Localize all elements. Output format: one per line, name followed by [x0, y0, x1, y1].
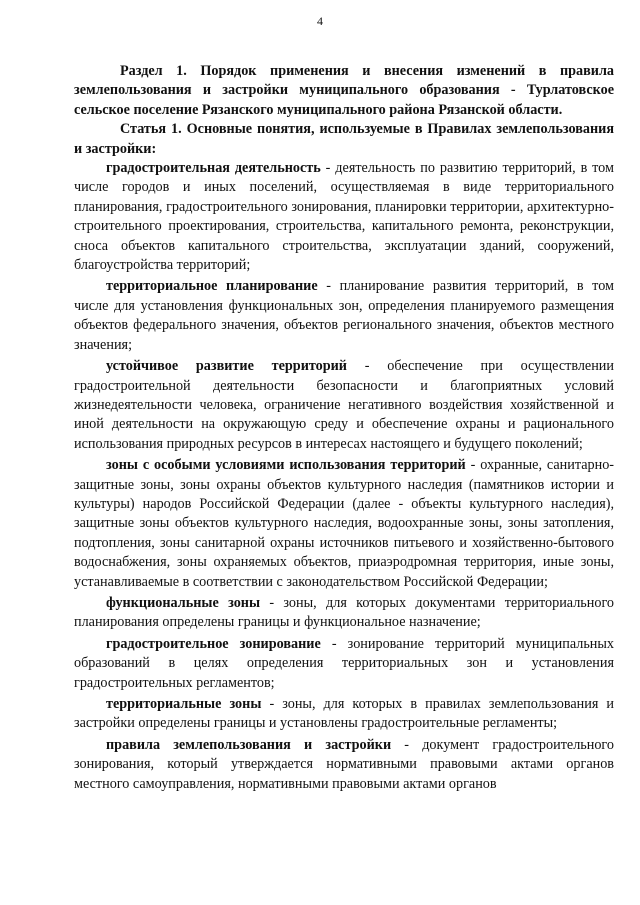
definition-text: - зонирование территорий муниципальных образований в целях определения территориальных зон и установления градостроительных регламентов; — [74, 635, 615, 691]
definition-paragraph — [74, 695, 614, 734]
definition-paragraph — [74, 456, 614, 592]
definition-text: - охранные, санитарно-защитные зоны, зоны охраны объектов культурного наследия (памятников истории и культуры) народов Российской Федерации (далее - объекты культурного наследия), защитные зоны объектов культурного наследия, водоохранные зоны, зоны затопления, подтопления, зоны санитарной охраны источников питьевого и хозяйственно-бытового водоснабжения, зоны охраняемых объектов, приаэродромная территория, иные зоны, устанавливаемые в соответствии с законодательством Российской Федерации; — [74, 457, 615, 590]
definition-term: территориальные зоны — [106, 696, 262, 712]
definition-text: - деятельность по развитию территорий, в том числе городов и иных поселений, осуществляемая в виде территориального планирования, градостроительного зонирования, планировки территории, архитектурно-строительного проектирования, строительства, капитального ремонта, реконструкции, сноса объектов капитального строительства, эксплуатации зданий, сооружений, благоустройства территорий; — [74, 160, 614, 274]
definition-term: функциональные зоны — [106, 594, 261, 611]
page-number: 4 — [317, 14, 323, 28]
definition-paragraph — [74, 736, 614, 794]
article-title: Статья 1. Основные понятия, используемые в Правилах землепользования и застройки: — [74, 121, 614, 157]
document-body — [74, 62, 614, 796]
section-title: Раздел 1. Порядок применения и внесения изменений в правила землепользования и застройки муниципального образования - Турлатовское сельское поселение Рязанского муниципального района Рязанской области. — [74, 63, 614, 118]
definition-paragraph — [74, 357, 614, 454]
definition-text: - зоны, для которых документами территориального планирования определены границы и функциональное назначение; — [74, 594, 615, 631]
definition-paragraph — [74, 277, 614, 355]
definition-term: территориальное планирование — [106, 278, 318, 295]
definition-term: устойчивое развитие территорий — [106, 358, 347, 375]
definition-term: градостроительная деятельность — [106, 160, 321, 177]
definition-paragraph — [74, 635, 614, 693]
definition-text: - планирование развития территорий, в том числе для установления функциональных зон, определения планируемого размещения объектов федерального значения, объектов регионального значения, объектов местного значения; — [74, 278, 614, 353]
definition-text: - обеспечение при осуществлении градостроительной деятельности безопасности и благоприятных условий жизнедеятельности человека, ограничение негативного воздействия хозяйственной и иной деятельности на окружающую среду и обеспечение охраны и рационального использования природных ресурсов в интересах настоящего и будущего поколений; — [74, 358, 614, 452]
definition-term: правила землепользования и застройки — [106, 736, 392, 753]
definition-paragraph — [74, 159, 614, 275]
definition-paragraph — [74, 594, 614, 633]
definition-term: градостроительное зонирование — [106, 635, 321, 652]
definition-text: - документ градостроительного зонирования, который утверждается нормативными правовыми актами органов местного самоуправления, нормативными правовыми актами органов — [74, 736, 614, 792]
definition-text: - зоны, для которых в правилах землепользования и застройки определены границы и установлены градостроительные регламенты; — [74, 696, 614, 732]
definition-term: зоны с особыми условиями использования территорий — [106, 457, 466, 474]
